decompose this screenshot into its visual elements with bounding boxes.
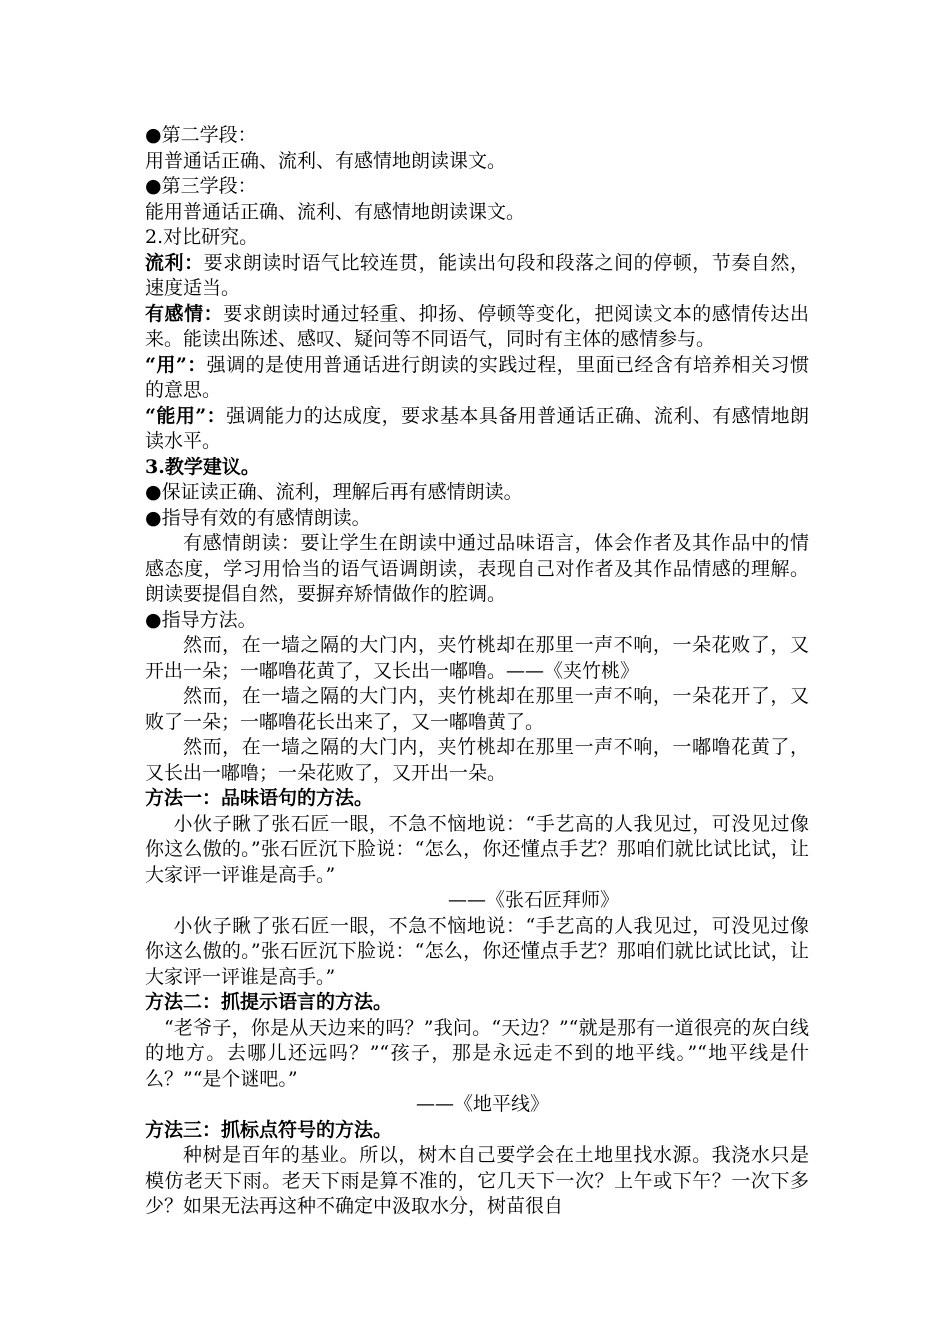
section-comparison-heading: 2.对比研究。: [145, 226, 259, 248]
document-page: [145, 123, 809, 1220]
term-text: 要求朗读时语气比较连贯，能读出句段和段落之间的停顿，节奏自然，速度适当。: [145, 251, 809, 299]
section-teaching-heading: 3.教学建议。: [145, 455, 260, 478]
method-one-heading: 方法一：品味语句的方法。: [145, 787, 374, 809]
tree-paragraph: 种树是百年的基业。所以，树木自己要学会在土地里找水源。我浇水只是模仿老天下雨。老天下雨是算不准的，它几天下一次？上午或下午？一次下多少？如果无法再这种不确定中汲取水分，树苗很自: [145, 1144, 809, 1217]
term-text: 强调能力的达成度，要求基本具备用普通话正确、流利、有感情地朗读水平。: [145, 404, 809, 452]
example-paragraph-2: 然而，在一墙之隔的大门内，夹竹桃却在那里一声不响，一朵花开了，又败了一朵；一嘟噜花长出来了，又一嘟噜黄了。: [145, 685, 809, 733]
quote-paragraph-1: 小伙子瞅了张石匠一眼，不急不恼地说：“手艺高的人我见过，可没见过像你这么傲的。”张石匠沉下脸说：“怎么，你还懂点手艺？那咱们就比试比试，让大家评一评谁是高手。”: [145, 812, 809, 886]
method-two-heading: 方法二：抓提示语言的方法。: [145, 991, 393, 1013]
bullet-ensure: ●保证读正确、流利，理解后再有感情朗读。: [145, 481, 523, 503]
term-label: 流利：: [145, 251, 204, 274]
term-label: 有感情：: [145, 302, 224, 325]
term-label: “用”：: [145, 353, 207, 376]
stage-two-text: 用普通话正确、流利、有感情地朗读课文。: [145, 149, 507, 172]
example-paragraph-1: 然而，在一墙之隔的大门内，夹竹桃却在那里一声不响，一朵花败了，又开出一朵；一嘟噜花黄了，又长出一嘟噜。——《夹竹桃》: [145, 634, 809, 682]
quote-paragraph-2: 小伙子瞅了张石匠一眼，不急不恼地说：“手艺高的人我见过，可没见过像你这么傲的。”张石匠沉下脸说：“怎么，你还懂点手艺？那咱们就比试比试，让大家评一评谁是高手。”: [145, 914, 809, 988]
stage-three-text: 能用普通话正确、流利、有感情地朗读课文。: [145, 200, 526, 223]
method-three-heading: 方法三：抓标点符号的方法。: [145, 1118, 393, 1141]
example-paragraph-3: 然而，在一墙之隔的大门内，夹竹桃却在那里一声不响，一嘟噜花黄了，又长出一嘟噜；一朵花败了，又开出一朵。: [145, 736, 809, 784]
term-able-use: [145, 404, 809, 455]
term-fluent: [145, 251, 809, 302]
term-label: “能用”：: [145, 404, 227, 427]
term-text: 强调的是使用普通话进行朗读的实践过程，里面已经含有培养相关习惯的意思。: [145, 353, 809, 401]
bullet-guide: ●指导有效的有感情朗读。: [145, 506, 371, 529]
term-text: 要求朗读时通过轻重、抑扬、停顿等变化，把阅读文本的感情传达出来。能读出陈述、感叹、疑问等不同语气，同时有主体的感情参与。: [145, 302, 809, 350]
dialogue-paragraph: “老爷子，你是从天边来的吗？”我问。“天边？”“就是那有一道很亮的灰白线的地方。去哪儿还远吗？”“孩子，那是永远走不到的地平线。”“地平线是什么？”“是个谜吧。”: [145, 1016, 809, 1090]
term-use: [145, 353, 809, 404]
stage-two-heading: ●第二学段：: [145, 124, 257, 146]
stage-three-heading: ●第三学段：: [145, 175, 257, 197]
emotion-reading-paragraph: 有感情朗读：要让学生在朗读中通过品味语言，体会作者及其作品中的情感态度，学习用恰当的语气语调朗读，表现自己对作者及其作品情感的理解。朗读要提倡自然，要摒弃矫情做作的腔调。: [145, 532, 809, 605]
source-citation: ——《张石匠拜师》: [447, 889, 619, 911]
source-citation: ——《地平线》: [415, 1093, 549, 1115]
bullet-method: ●指导方法。: [145, 608, 257, 631]
term-emotion: [145, 302, 809, 353]
